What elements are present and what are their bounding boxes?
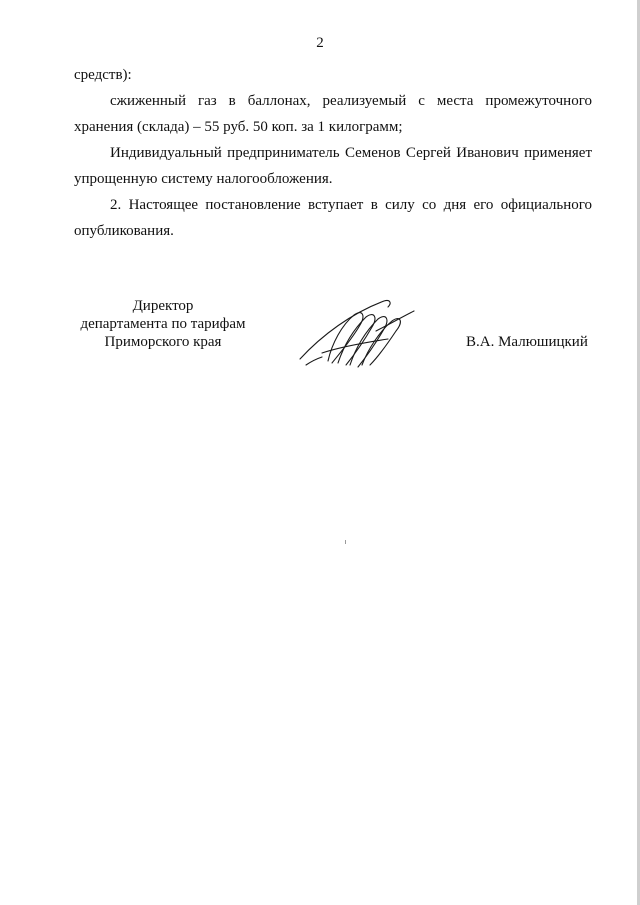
paragraph-effective-date [74, 192, 592, 244]
handwritten-signature [292, 295, 420, 369]
paragraph-entrepreneur [74, 140, 592, 192]
paragraph-gas-price [74, 88, 592, 140]
page-number: 2 [316, 35, 324, 51]
signatory-title-line: департамента по тарифам [80, 316, 246, 332]
signatory-title-line: Директор [132, 298, 194, 314]
paragraph-text: 2. Настоящее постановление вступает в силу со дня его официального опубликования. [74, 197, 592, 239]
paragraph-continuation [74, 62, 592, 88]
paragraph-text: Индивидуальный предприниматель Семенов Сергей Иванович применяет упрощенную систему налогообложения. [74, 145, 592, 187]
paragraph-text: средств): [74, 67, 132, 83]
signatory-title [68, 297, 258, 351]
scan-speck [345, 540, 346, 544]
signatory-title-line: Приморского края [104, 334, 222, 350]
signatory-name: В.А. Малюшицкий [466, 334, 588, 350]
signature-block [0, 297, 640, 387]
paragraph-text: сжиженный газ в баллонах, реализуемый с места промежуточного хранения (склада) – 55 руб. 50 коп. за 1 килограмм; [74, 93, 592, 135]
